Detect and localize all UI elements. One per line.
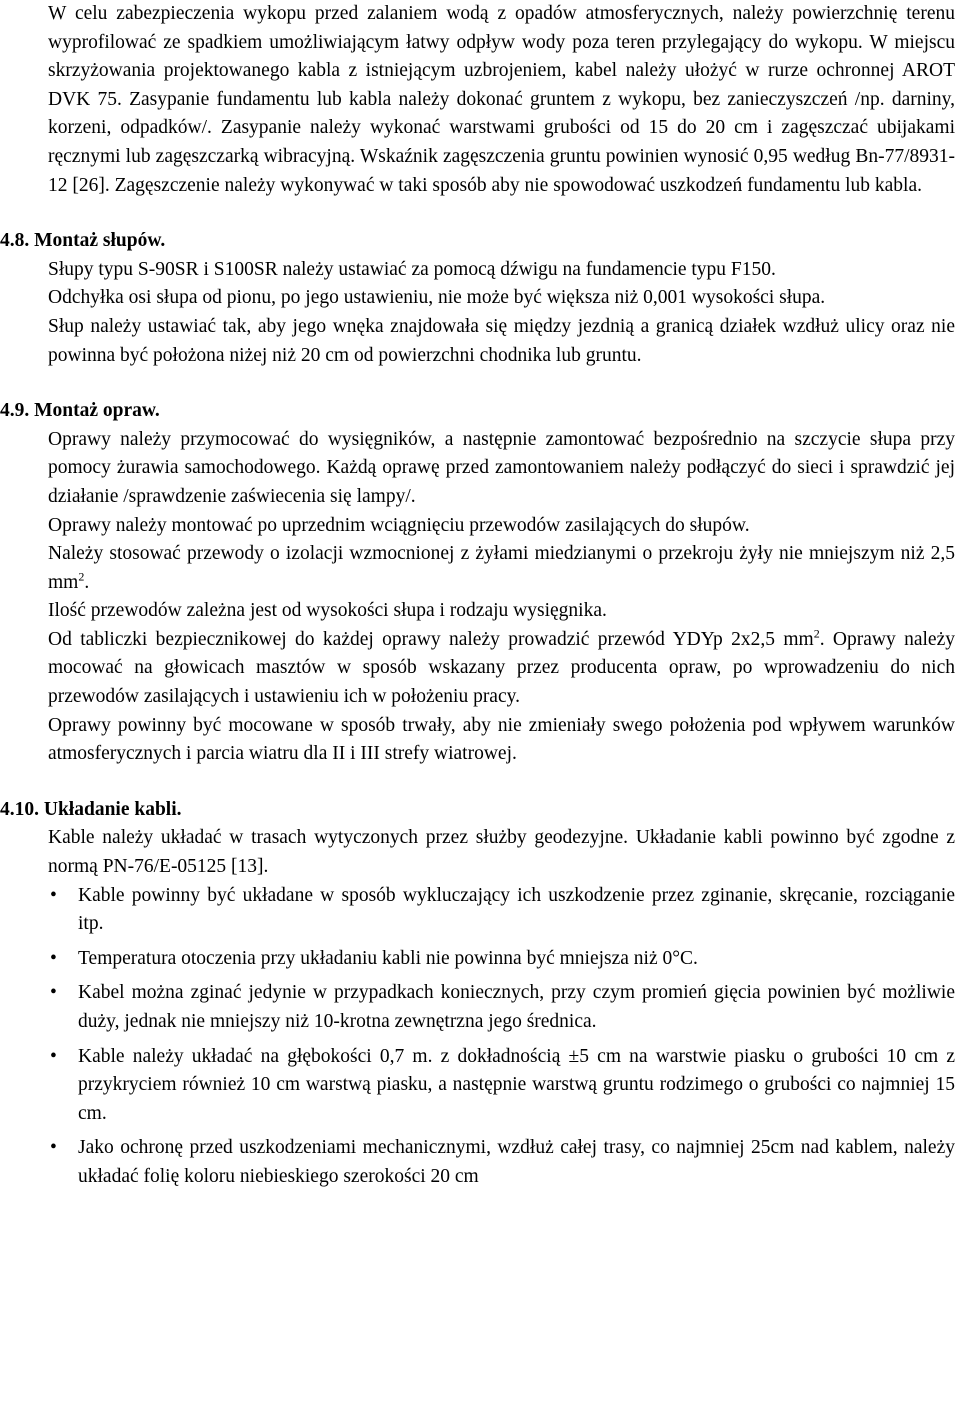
list-item-text: Kable powinny być układane w sposób wykluczający ich uszkodzenie przez zginanie, skręcanie, rozciąganie itp. <box>78 884 955 935</box>
spacer <box>48 200 955 227</box>
section-heading-4-8: 4.8. Montaż słupów. <box>0 230 166 252</box>
paragraph <box>48 540 955 597</box>
bullet-icon: • <box>50 884 57 906</box>
list-item <box>48 979 955 1036</box>
paragraph: Oprawy należy montować po uprzednim wciągnięciu przewodów zasilających do słupów. <box>48 514 750 536</box>
paragraph: Odchyłka osi słupa od pionu, po jego ustawieniu, nie może być większa niż 0,001 wysokości słupa. <box>48 287 826 309</box>
bullet-list <box>48 882 955 1192</box>
paragraph: Słupy typu S-90SR i S100SR należy ustawiać za pomocą dźwigu na fundamencie typu F150. <box>48 258 776 280</box>
text: . <box>84 571 90 593</box>
list-item-text: Jako ochronę przed uszkodzeniami mechanicznymi, wzdłuż całej trasy, co najmniej 25cm nad kablem, należy układać folię koloru niebieskiego szerokości 20 cm <box>78 1137 955 1187</box>
section-heading-4-9: 4.9. Montaż opraw. <box>0 400 160 422</box>
paragraph: Oprawy należy przymocować do wysięgników, a następnie zamontować bezpośrednio na szczycie słupa przy pomocy żurawia samochodowego. Każdą oprawę przed zamontowaniem należy podłączyć do sieci i sprawdzić jej działanie /sprawdzenie zaświecenia się lampy/. <box>48 428 955 507</box>
paragraph: Oprawy powinny być mocowane w sposób trwały, aby nie zmieniały swego położenia pod wpływem warunków atmosferycznych i parcia wiatru dla II i III strefy wiatrowej. <box>48 714 955 765</box>
spacer <box>48 769 955 796</box>
list-item <box>48 1134 955 1191</box>
paragraph: Słup należy ustawiać tak, aby jego wnęka znajdowała się między jezdnią a granicą działek wzdłuż ulicy oraz nie powinna być położona niżej niż 20 cm od powierzchni chodnika lub gruntu. <box>48 315 955 366</box>
list-item-text: Kabel można zginać jedynie w przypadkach koniecznych, przy czym promień gięcia powinien być możliwie duży, jednak nie mniejszy niż 10-krotna zewnętrzna jego średnica. <box>78 982 955 1032</box>
list-item <box>48 1043 955 1129</box>
list-item-text: Temperatura otoczenia przy układaniu kabli nie powinna być mniejsza niż 0°C. <box>78 947 698 969</box>
paragraph <box>48 626 955 712</box>
text: Należy stosować przewody o izolacji wzmocnionej z żyłami miedzianymi o przekroju żyły nie mniejszym niż 2,5 mm <box>48 543 955 593</box>
spacer <box>48 370 955 397</box>
intro-paragraph: W celu zabezpieczenia wykopu przed zalaniem wodą z opadów atmosferycznych, należy powierzchnię terenu wyprofilować ze spadkiem umożliwiającym łatwy odpływ wody poza teren przylegający do wykopu. W miejscu skrzyżowania projektowanego kabla z istniejącym uzbrojeniem, kabel należy ułożyć w rurze ochronnej AROT DVK 75. Zasypanie fundamentu lub kabla należy dokonać gruntem z wykopu, bez zanieczyszczeń /np. darniny, korzeni, odpadków/. Zasypanie należy wykonać warstwami grubości od 15 do 20 cm i zagęszczać ubijakami ręcznymi lub zagęszczarką wibracyjną. Wskaźnik zagęszczenia gruntu powinien wynosić 0,95 według Bn-77/8931-12 [26]. Zagęszczenie należy wykonywać w taki sposób aby nie spowodować uszkodzeń fundamentu lub kabla. <box>48 3 955 196</box>
text: Od tabliczki bezpiecznikowej do każdej oprawy należy prowadzić przewód YDYp 2x2,5 mm <box>48 628 814 650</box>
superscript: 2 <box>813 626 820 641</box>
paragraph: Kable należy układać w trasach wytyczonych przez służby geodezyjne. Układanie kabli powinno być zgodne z normą PN-76/E-05125 [13]. <box>48 827 955 878</box>
list-item-text: Kable należy układać na głębokości 0,7 m. z dokładnością ±5 cm na warstwie piasku o grubości 10 cm z przykryciem również 10 cm warstwą piasku, a następnie warstwą gruntu rodzimego o grubości co najmniej 15 cm. <box>78 1045 955 1124</box>
list-item <box>48 882 955 939</box>
bullet-icon: • <box>50 1045 57 1067</box>
text: . Oprawy należy mocować na głowicach masztów w sposób wskazany przez producenta opraw, po wprowadzeniu do nich przewodów zasilających i ustawieniu ich w położeniu pracy. <box>48 628 955 708</box>
section-heading-4-10: 4.10. Układanie kabli. <box>0 798 182 820</box>
paragraph: Ilość przewodów zależna jest od wysokości słupa i rodzaju wysięgnika. <box>48 600 607 622</box>
superscript: 2 <box>78 569 85 584</box>
list-item <box>48 945 955 974</box>
bullet-icon: • <box>50 982 57 1004</box>
bullet-icon: • <box>50 1137 57 1159</box>
bullet-icon: • <box>50 947 57 969</box>
